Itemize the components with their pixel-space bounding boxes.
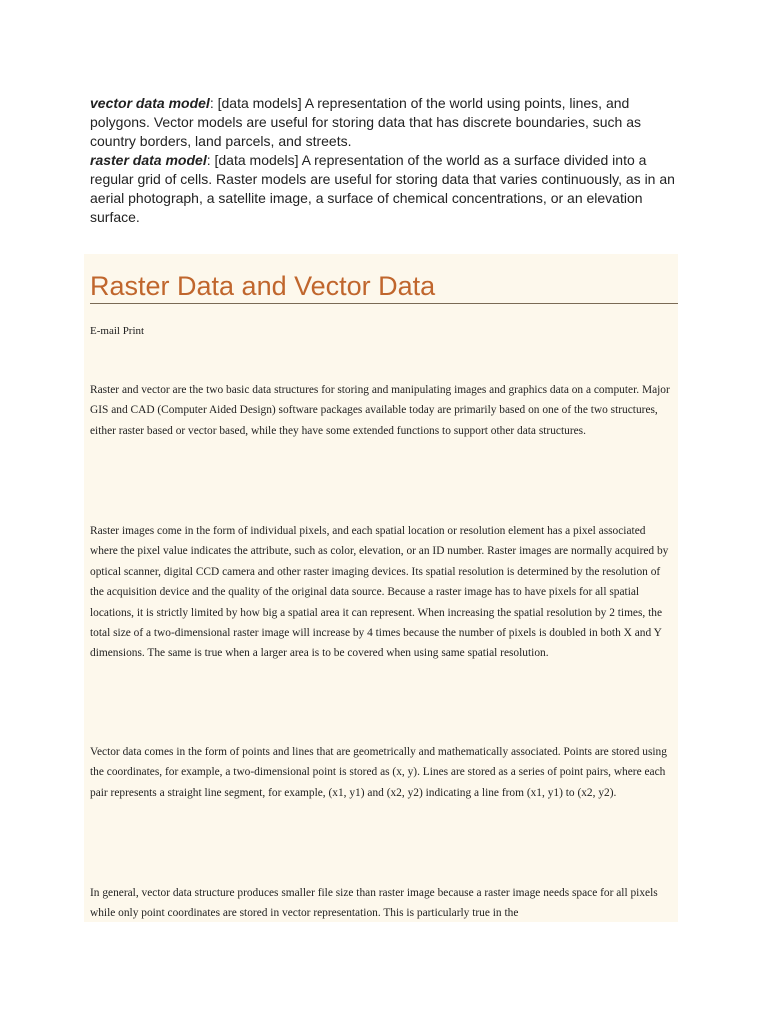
print-link[interactable]: Print: [122, 325, 145, 337]
raster-definition: [90, 151, 680, 227]
raster-term-colon: :: [206, 152, 211, 168]
raster-term: raster data model: [90, 152, 207, 168]
article-paragraph: Raster images come in the form of individual pixels, and each spatial location or resolution element has a pixel associated where the pixel value indicates the attribute, such as color, elevation, or an ID number. Raster images are normally acquired by optical scanner, digital CCD camera and other raster imaging devices. Its spatial resolution is determined by the resolution of the acquisition device and the quality of the original data source. Because a raster image has to have pixels for all spatial locations, it is strictly limited by how big a spatial area it can represent. When increasing the spatial resolution by 2 times, the total size of a two-dimensional raster image will increase by 4 times because the number of pixels is doubled in both X and Y dimensions. The same is true when a larger area is to be covered when using same spatial resolution.: [90, 525, 669, 660]
article-paragraph: In general, vector data structure produces smaller file size than raster image because a raster image needs space for all pixels while only point coordinates are stored in vector representation. This is particularly true in the: [90, 887, 658, 920]
article-paragraph: Vector data comes in the form of points and lines that are geometrically and mathematically associated. Points are stored using the coordinates, for example, a two-dimensional point is stored as (x, y). Lines are stored as a series of point pairs, where each pair represents a straight line segment, for example, (x1, y1) and (x2, y2) indicating a line from (x1, y1) to (x2, y2).: [90, 746, 667, 799]
vector-definition-text: [data models] A representation of the world using points, lines, and polygons. Vector models are useful for storing data that has discrete boundaries, such as country borders, land parcels, and streets.: [90, 95, 641, 149]
email-link[interactable]: E-mail: [90, 325, 120, 337]
article: [84, 254, 678, 922]
vector-term: vector data model: [90, 95, 210, 111]
vector-definition: [90, 94, 680, 151]
article-paragraph: Raster and vector are the two basic data structures for storing and manipulating images and graphics data on a computer. Major GIS and CAD (Computer Aided Design) software packages available today are primarily based on one of the two structures, either raster based or vector based, while they have some extended functions to support other data structures.: [90, 384, 670, 437]
title-divider: [90, 303, 678, 304]
article-actions: [90, 324, 144, 338]
glossary-definitions: [90, 94, 680, 227]
article-title: Raster Data and Vector Data: [90, 271, 436, 301]
raster-definition-text: [data models] A representation of the world as a surface divided into a regular grid of cells. Raster models are useful for storing data that varies continuously, as in an aerial photograph, a satellite image, a surface of chemical concentrations, or an elevation surface.: [90, 152, 675, 225]
vector-term-colon: :: [209, 95, 214, 111]
